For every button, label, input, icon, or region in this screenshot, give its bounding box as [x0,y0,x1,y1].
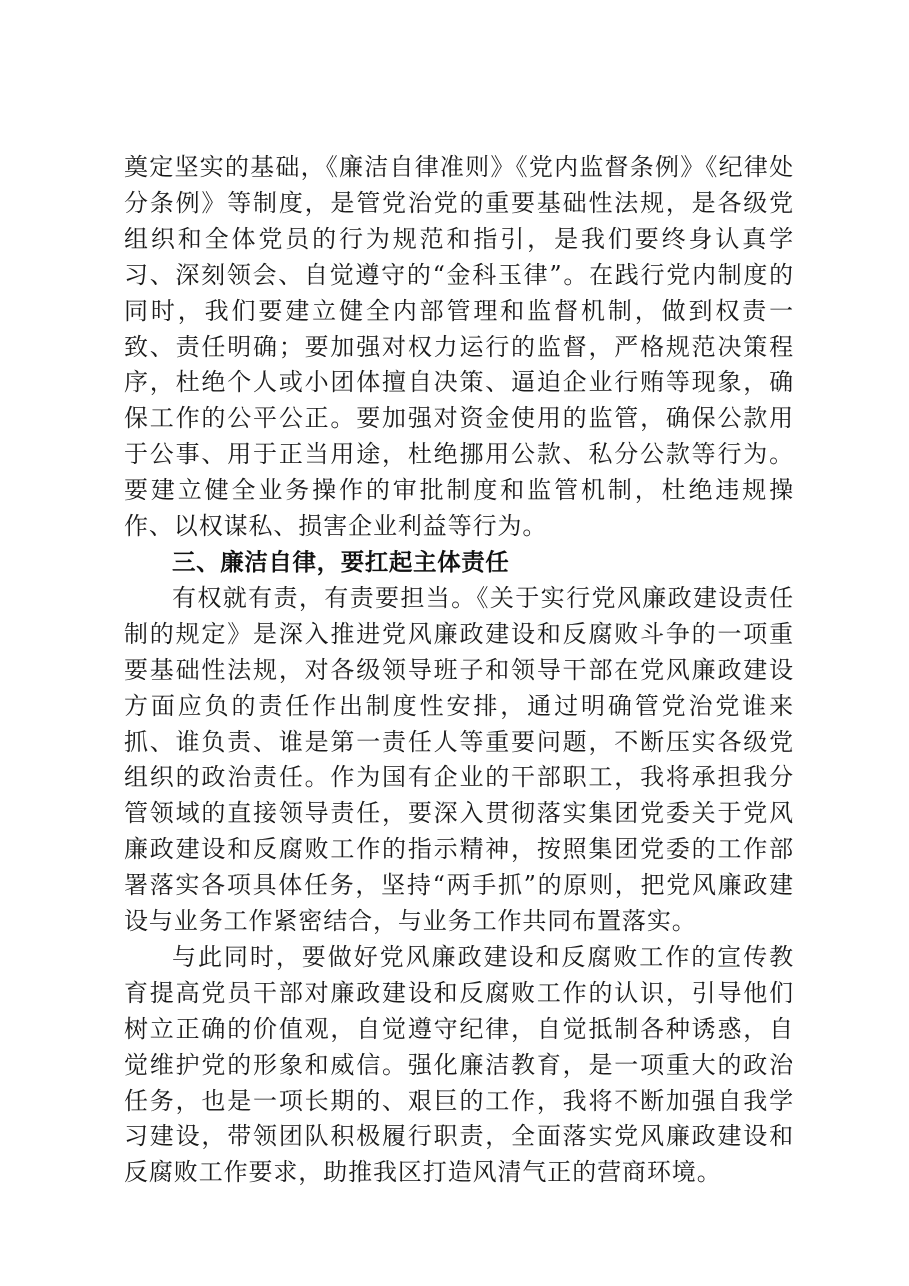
paragraph-education: 与此同时，要做好党风廉政建设和反腐败工作的宣传教育提高党员干部对廉政建设和反腐败工作的认识，引导他们树立正确的价值观，自觉遵守纪律，自觉抵制各种诱惑，自觉维护党的形象和威信。强化廉洁教育，是一项重大的政治任务，也是一项长期的、艰巨的工作，我将不断加强自我学习建设，带领团队积极履行职责，全面落实党风廉政建设和反腐败工作要求，助推我区打造风清气正的营商环境。 [124,942,794,1187]
document-body [124,150,794,1191]
paragraph-continued: 奠定坚实的基础，《廉洁自律准则》《党内监督条例》《纪律处分条例》等制度，是管党治党的重要基础性法规，是各级党组织和全体党员的行为规范和指引，是我们要终身认真学习、深刻领会、自觉遵守的“金科玉律”。在践行党内制度的同时，我们要建立健全内部管理和监督机制，做到权责一致、责任明确；要加强对权力运行的监督，严格规范决策程序，杜绝个人或小团体擅自决策、逼迫企业行贿等现象，确保工作的公平公正。要加强对资金使用的监管，确保公款用于公事、用于正当用途，杜绝挪用公款、私分公款等行为。要建立健全业务操作的审批制度和监管机制，杜绝违规操作、以权谋私、损害企业利益等行为。 [124,153,794,541]
section-heading-3: 三、廉洁自律，要扛起主体责任 [172,547,510,576]
paragraph-responsibility: 有权就有责，有责要担当。《关于实行党风廉政建设责任制的规定》是深入推进党风廉政建设和反腐败斗争的一项重要基础性法规，对各级领导班子和领导干部在党风廉政建设方面应负的责任作出制度性安排，通过明确管党治党谁来抓、谁负责、谁是第一责任人等重要问题，不断压实各级党组织的政治责任。作为国有企业的干部职工，我将承担我分管领域的直接领导责任，要深入贯彻落实集团党委关于党风廉政建设和反腐败工作的指示精神，按照集团党委的工作部署落实各项具体任务，坚持“两手抓”的原则，把党风廉政建设与业务工作紧密结合，与业务工作共同布置落实。 [124,583,794,936]
